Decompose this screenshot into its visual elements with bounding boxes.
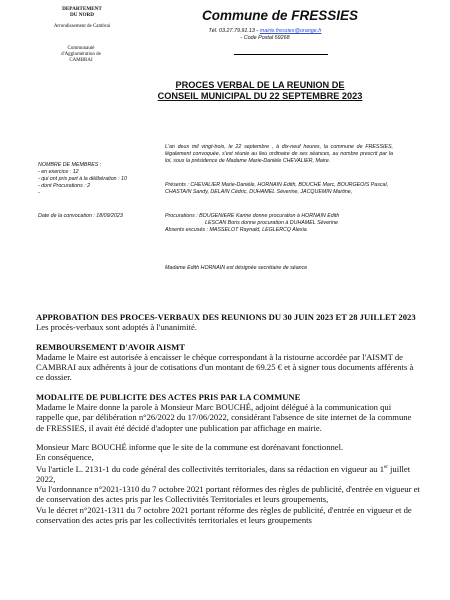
section-publicite-title: MODALITE DE PUBLICITE DES ACTES PRIS PAR LA COMMUNE bbox=[36, 391, 301, 402]
title-line1: PROCES VERBAL DE LA REUNION DE bbox=[175, 80, 345, 90]
paragraph-article bbox=[36, 463, 420, 484]
intro-paragraph: L'an deux mil vingt-trois, le 22 septembre , à dix-neuf heures, la commune de FRESSIES, légalement convoquée, s'est réunie au lieu ordinaire de ses séances, au nombre prescrit par la loi, sous la présidence de Madame Marie-Danièle CHEVALIER, Maire. bbox=[165, 144, 393, 164]
email-link[interactable]: mairie.fressies@orange.fr bbox=[259, 28, 322, 34]
procurations-block bbox=[165, 213, 395, 234]
paragraph-article-b: juillet 2022, bbox=[36, 463, 411, 484]
document-body bbox=[36, 312, 420, 525]
paragraph-decret: Vu le décret n°2021-1311 du 7 octobre 2021 portant réforme des règles de publicité, d'entrée en vigueur et de conservation des actes pris par les collectivités territoriales et leurs groupements bbox=[36, 504, 412, 525]
department-label bbox=[48, 6, 116, 18]
members-procurations: - dont Procurations : 2 bbox=[38, 183, 91, 189]
title-line2: CONSEIL MUNICIPAL DU 22 SEPTEMBRE 2023 bbox=[157, 91, 363, 101]
department-line1: DEPARTEMENT bbox=[62, 6, 102, 12]
procuration-line1: Procurations : BOUGENIERE Karine donne procuration à HORNAIN Edith bbox=[165, 213, 340, 219]
phone-text: Tél. 03.27.79.91.13 - bbox=[208, 28, 260, 34]
communaute-line1: Communauté bbox=[67, 46, 95, 51]
communaute-line2: d'Agglomération de bbox=[61, 52, 101, 57]
paragraph-ordonnance: Vu l'ordonnance n°2021-1310 du 7 octobre 2021 portant réformes des règles de publicité, d'entrée en vigueur et de conservation des actes pris par les Collectivités Territoriales et leurs groupements, bbox=[36, 484, 420, 505]
procuration-line2: LESCAN Boris donne procuration à DUHAMEL Séverine bbox=[205, 220, 338, 226]
paragraph-article-sup: er bbox=[384, 464, 388, 470]
contact-info bbox=[190, 28, 340, 42]
communaute-line3: CAMBRAI bbox=[69, 58, 93, 63]
members-block bbox=[38, 162, 164, 197]
section-approbation-text: Les procès-verbaux sont adoptés à l'unanimité. bbox=[36, 322, 197, 333]
communaute-label bbox=[46, 46, 116, 64]
postal-code: - Code Postal 59268 bbox=[240, 35, 290, 41]
members-dash: - bbox=[38, 190, 40, 196]
convocation-date: Date de la convocation : 18/09/2023 bbox=[38, 213, 123, 219]
section-publicite-text: Madame le Maire donne la parole à Monsieur Marc BOUCHÉ, adjoint délégué à la communication qui rappelle que, par délibération n°26/2022 du 17/06/2022, considérant l'absence de site internet de la commune de FRESSIES, il avait été décidé d'adopter une publication par affichage en mairie. bbox=[36, 402, 412, 433]
paragraph-site: Monsieur Marc BOUCHÉ informe que le site de la commune est dorénavant fonctionnel. bbox=[36, 441, 344, 452]
section-approbation-title: APPROBATION DES PROCES-VERBAUX DES REUNIONS DU 30 JUIN 2023 ET 28 JUILLET 2023 bbox=[36, 312, 416, 322]
paragraph-article-a: Vu l'article L. 2131-1 du code général des collectivités territoriales, dans sa rédaction en vigueur au 1 bbox=[36, 463, 384, 474]
section-remboursement-text: Madame le Maire est autorisée à encaisser le chèque correspondant à la ristourne accordée par l'AISMT de CAMBRAI aux adhérents à jour de cotisations d'un montant de 69.25 € et à signer tous documents afférents à ce dossier. bbox=[36, 351, 414, 383]
header-divider bbox=[234, 54, 328, 55]
presents-list: Présents : CHEVALIER Marie-Danièle, HORNAIN Edith, BOUCHÉ Marc, BOURGEOIS Pascal, CHASTAIN Sandy, DELAIN Cédric, DUHAMEL Séverine, JACQUEMIN Martine, bbox=[165, 182, 389, 195]
members-title: NOMBRE DE MEMBRES : bbox=[38, 162, 102, 168]
section-remboursement-title: REMBOURSEMENT D'AVOIR AISMT bbox=[36, 341, 185, 352]
arrondissement-label: Arrondissement de Cambrai bbox=[53, 24, 111, 29]
department-line2: DU NORD bbox=[69, 12, 95, 18]
commune-title: Commune de FRESSIES bbox=[202, 8, 359, 23]
absents-line: Absents excusés : MASSELOT Raynald, LEGLERCQ Alexia bbox=[165, 227, 307, 233]
paragraph-consequence: En conséquence, bbox=[36, 452, 94, 463]
members-exercice: - en exercice : 12 bbox=[38, 169, 79, 175]
secretary-note: Madame Edith HORNAIN est désignée secrétaire de séance bbox=[165, 265, 308, 271]
members-deliberation: - qui ont pris part à la délibération : 10 bbox=[38, 176, 127, 182]
document-title bbox=[120, 80, 400, 102]
